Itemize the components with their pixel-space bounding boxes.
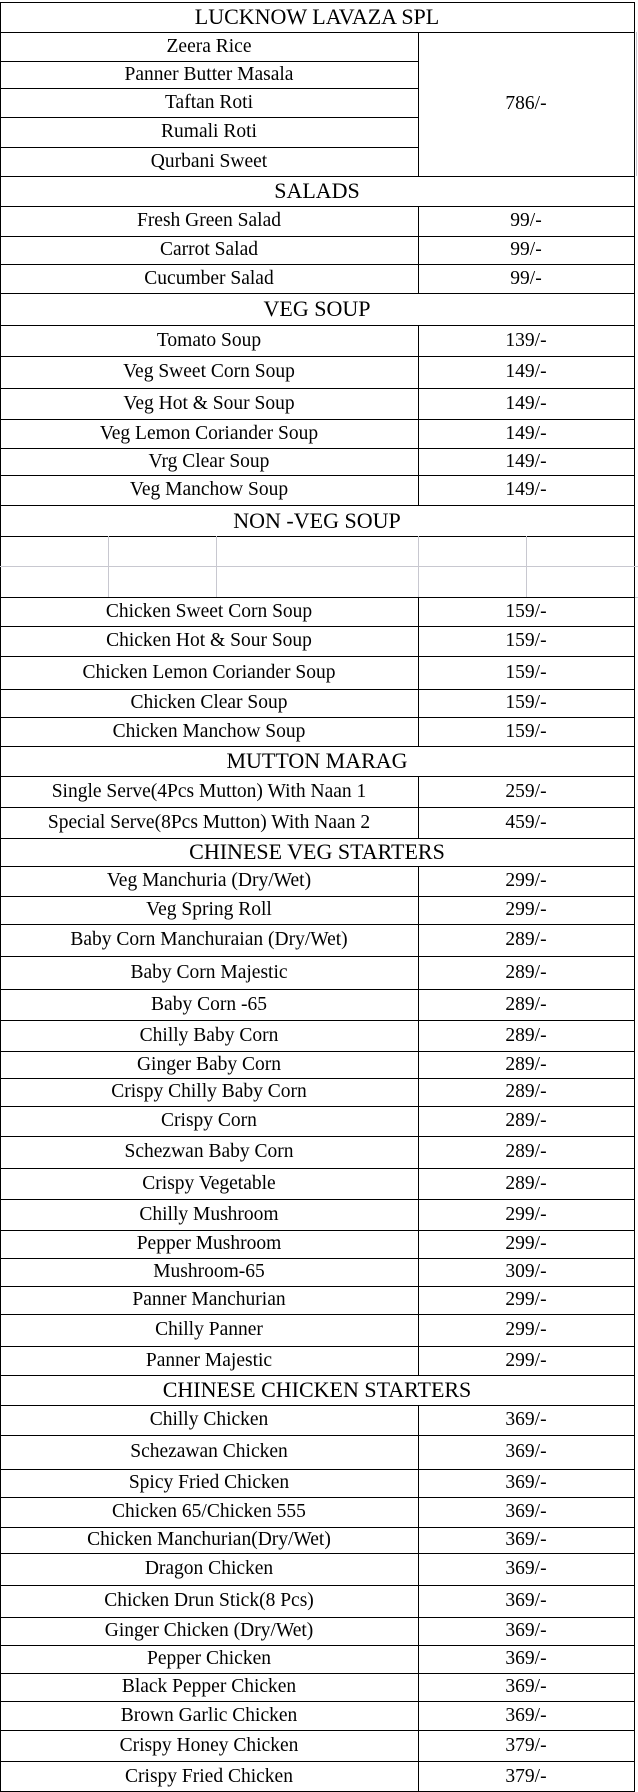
item-name: Panner Majestic [145,1349,273,1371]
rule-line [0,88,419,89]
rule-line [0,656,635,657]
item-name: Veg Lemon Coriander Soup [99,422,319,444]
item-name: Tomato Soup [156,329,262,351]
item-name: Mushroom-65 [153,1261,265,1282]
item-price: 159/- [505,630,547,651]
item-name: Chicken Lemon Coriander Soup [82,661,336,683]
rule-line [0,1136,635,1137]
rule-line [0,1469,635,1470]
rule-line [0,1375,635,1376]
section-title: CHINESE CHICKEN STARTERS [162,1377,472,1402]
item-price: 159/- [505,692,547,713]
rule-line [0,1673,635,1674]
item-name: Chicken Sweet Corn Soup [105,600,313,622]
column-line [526,536,527,597]
item-price: 289/- [505,1081,547,1102]
rule-line [0,1553,635,1554]
rule-line [0,807,635,808]
item-price: 369/- [505,1676,547,1697]
rule-line [0,1761,635,1762]
item-price: 149/- [505,392,547,414]
item-name: Ginger Chicken (Dry/Wet) [104,1620,314,1641]
rule-line [0,264,635,265]
column-line [418,206,419,293]
item-name: Schezawan Chicken [130,1441,288,1462]
item-name: Schezwan Baby Corn [124,1141,294,1162]
item-price: 369/- [505,1501,547,1522]
item-name: Crispy Vegetable [142,1172,276,1194]
item-name: Baby Corn -65 [151,993,267,1015]
column-line [418,866,419,1375]
item-price: 299/- [505,870,547,891]
item-name: Veg Spring Roll [146,899,272,920]
rule-line [0,448,635,449]
rule-line [0,2,635,3]
item-name: Spicy Fried Chicken [128,1472,290,1493]
item-price: 289/- [505,1172,547,1194]
item-price: 139/- [505,329,547,351]
rule-line [0,1617,635,1618]
item-price: 299/- [505,899,547,920]
item-name: Chilly Panner [155,1319,263,1340]
item-price: 289/- [505,1141,547,1162]
section-title: VEG SOUP [263,296,371,321]
item-price: 299/- [505,1319,547,1340]
item-name: Panner Manchurian [132,1289,286,1310]
section-title: MUTTON MARAG [226,748,408,773]
item-name: Ginger Baby Corn [136,1053,282,1075]
rule-line [0,325,635,326]
rule-line [0,689,635,690]
item-price: 149/- [505,422,547,444]
rule-line [0,566,638,567]
rule-line [0,746,635,747]
item-name: Veg Hot & Sour Soup [123,392,295,414]
rule-line [0,626,635,627]
rule-line [0,956,635,957]
rule-line [0,236,635,237]
section-title: SALADS [274,178,360,203]
item-name: Rumali Roti [161,121,257,142]
item-name: Chicken 65/Chicken 555 [112,1501,306,1522]
rule-line [0,475,635,476]
item-name: Special Serve(8Pcs Mutton) With Naan 2 [47,811,371,833]
item-name: Brown Garlic Chicken [120,1704,298,1726]
item-price: 159/- [505,661,547,683]
item-name: Chicken Clear Soup [130,692,288,713]
combo-price: 786/- [505,93,547,114]
item-price: 289/- [505,1053,547,1075]
rule-line [0,388,635,389]
item-name: Dragon Chicken [144,1558,274,1579]
section-title: NON -VEG SOUP [233,507,401,533]
rule-line [0,147,419,148]
rule-line [0,989,635,990]
rule-line [0,597,635,598]
rule-line [0,1435,635,1436]
rule-line [0,1346,635,1347]
rule-line [0,924,635,925]
item-name: Single Serve(4Pcs Mutton) With Naan 1 [51,780,367,802]
item-name: Taftan Roti [165,91,253,113]
item-name: Crispy Fried Chicken [125,1765,293,1787]
rule-line [0,419,635,420]
item-name: Crispy Honey Chicken [119,1734,299,1756]
rule-line [0,117,419,118]
item-price: 159/- [505,720,547,742]
item-price: 379/- [505,1734,547,1756]
rule-line [0,505,635,506]
item-price: 379/- [505,1765,547,1787]
item-name: Carrot Salad [159,239,258,260]
item-price: 149/- [505,479,547,500]
item-price: 99/- [510,239,542,260]
item-name: Chicken Drun Stick(8 Pcs) [104,1590,314,1611]
item-name: Pepper Chicken [146,1648,271,1669]
rule-line [0,866,635,867]
rule-line [0,61,419,62]
item-price: 289/- [505,1110,547,1131]
rule-line [0,1730,635,1731]
item-name: Crispy Corn [161,1110,257,1131]
rule-line [0,1106,635,1107]
rule-line [0,1701,635,1702]
item-name: Zeera Rice [166,35,252,57]
item-price: 149/- [505,450,547,472]
column-line [418,1405,419,1792]
item-price: 369/- [505,1472,547,1493]
item-price: 149/- [505,361,547,382]
item-name: Veg Manchow Soup [129,479,289,500]
rule-line [0,896,635,897]
item-price: 369/- [505,1648,547,1669]
item-name: Chicken Hot & Sour Soup [106,630,312,651]
item-price: 369/- [505,1620,547,1641]
column-line [636,32,637,176]
item-price: 369/- [505,1590,547,1611]
item-name: Baby Corn Majestic [130,961,288,983]
item-price: 159/- [505,600,547,622]
column-line [418,536,419,597]
rule-line [0,776,635,777]
item-price: 369/- [505,1558,547,1579]
item-price: 299/- [505,1349,547,1371]
item-price: 289/- [505,929,547,950]
item-price: 369/- [505,1704,547,1726]
rule-line [0,1168,635,1169]
rule-line [0,1258,635,1259]
item-name: Veg Manchuria (Dry/Wet) [106,870,312,891]
item-name: Veg Sweet Corn Soup [123,361,295,382]
rule-line [0,206,635,207]
item-price: 289/- [505,993,547,1015]
rule-line [0,1078,635,1079]
item-price: 299/- [505,1203,547,1225]
item-price: 369/- [505,1529,547,1550]
rule-line [0,1527,635,1528]
item-name: Crispy Chilly Baby Corn [111,1081,307,1102]
item-price: 289/- [505,961,547,983]
column-line [418,776,419,838]
rule-line [0,1314,635,1315]
item-price: 369/- [505,1409,547,1430]
section-title: CHINESE VEG STARTERS [189,839,445,864]
rule-line [0,1405,635,1406]
item-price: 459/- [505,811,547,833]
rule-line [0,717,635,718]
rule-line [0,1020,635,1021]
rule-line [0,1497,635,1498]
column-line [634,2,635,1792]
item-name: Pepper Mushroom [136,1233,282,1254]
item-price: 309/- [505,1261,547,1282]
item-name: Baby Corn Manchuraian (Dry/Wet) [70,929,348,950]
item-name: Chicken Manchow Soup [112,720,306,742]
section-title: LUCKNOW LAVAZA SPL [194,4,440,29]
item-price: 259/- [505,780,547,802]
rule-line [0,1645,635,1646]
rule-line [0,1286,635,1287]
item-name: Black Pepper Chicken [121,1676,297,1697]
item-name: Chilly Baby Corn [139,1024,279,1046]
column-line [108,536,109,597]
item-price: 299/- [505,1233,547,1254]
item-name: Chilly Chicken [149,1409,269,1430]
rule-line [0,1199,635,1200]
rule-line [0,1230,635,1231]
item-price: 99/- [510,267,542,289]
item-price: 99/- [510,210,542,231]
rule-line [0,293,635,294]
column-line [418,325,419,505]
item-name: Cucumber Salad [144,267,274,289]
item-name: Panner Butter Masala [124,63,294,85]
item-price: 369/- [505,1441,547,1462]
item-name: Fresh Green Salad [136,210,282,231]
rule-line [0,1585,635,1586]
item-name: Chicken Manchurian(Dry/Wet) [87,1529,331,1550]
item-name: Vrg Clear Soup [148,450,270,472]
rule-line [0,536,635,537]
rule-line [0,176,635,177]
item-name: Qurbani Sweet [150,150,268,172]
item-price: 299/- [505,1289,547,1310]
column-line [418,597,419,746]
column-line [216,536,217,597]
rule-line [0,1051,635,1052]
rule-line [0,838,635,839]
rule-line [0,356,635,357]
item-price: 289/- [505,1024,547,1046]
item-name: Chilly Mushroom [139,1203,279,1225]
